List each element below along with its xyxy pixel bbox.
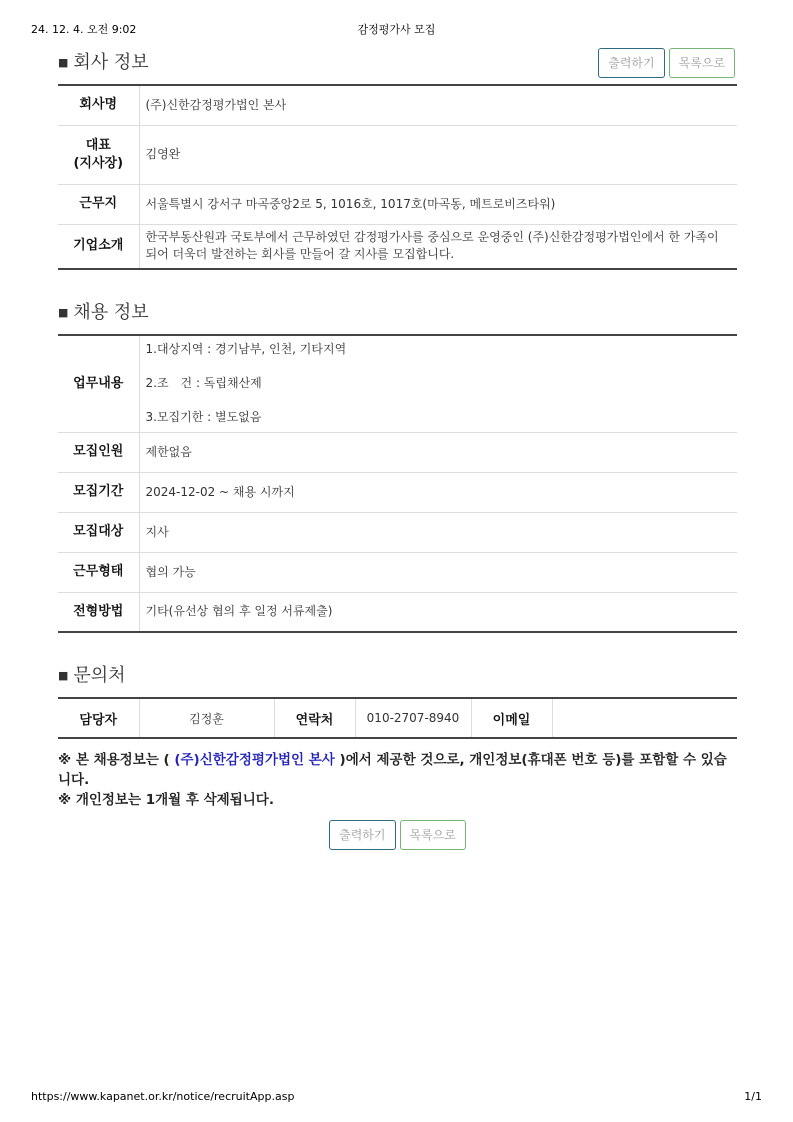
bottom-button-group [58, 820, 737, 850]
phone-value: 010-2707-8940 [355, 698, 471, 738]
print-button[interactable]: 출력하기 [598, 48, 664, 78]
table-row [58, 472, 737, 512]
print-header [31, 21, 762, 35]
selection-method-value: 기타(유선상 협의 후 일정 서류제출) [145, 604, 333, 619]
page-number: 1/1 [744, 1090, 762, 1103]
recruit-section-header [58, 296, 737, 334]
phone-label: 연락처 [274, 698, 355, 738]
privacy-notice [58, 750, 737, 810]
company-section-title: ■ 회사 정보 [58, 52, 149, 73]
manager-label: 담당자 [58, 698, 139, 738]
notice-line-1: ※ 본 채용정보는 ( (주)신한감정평가법인 본사 )에서 제공한 것으로, 개인정보(휴대폰 번호 등)를 포함할 수 있습니다. [58, 752, 727, 788]
page-content [58, 46, 737, 850]
work-type-value: 협의 가능 [139, 552, 737, 592]
list-button[interactable]: 목록으로 [400, 820, 466, 850]
target-value: 지사 [139, 512, 737, 552]
workplace-value: 서울특별시 강서구 마곡중앙2로 5, 1016호, 1017호(마곡동, 메트로비즈타워) [139, 184, 737, 224]
table-row [58, 512, 737, 552]
duty-line: 1.대상지역 : 경기남부, 인천, 기타지역 [145, 342, 347, 357]
table-row [58, 432, 737, 472]
contact-section-title: ■ 문의처 [58, 665, 126, 686]
company-info-table [58, 84, 737, 270]
notice-line-2: ※ 개인정보는 1개월 후 삭제됩니다. [58, 792, 274, 808]
manager-value: 김정훈 [139, 698, 274, 738]
table-row [58, 184, 737, 224]
table-row [58, 125, 737, 184]
print-date: 24. 12. 4. 오전 9:02 [31, 23, 137, 36]
company-name-value: (주)신한감정평가법인 본사 [139, 85, 737, 125]
duty-line: 3.모집기한 : 별도없음 [145, 410, 262, 425]
square-bullet-icon: ■ [58, 56, 69, 69]
print-button[interactable]: 출력하기 [329, 820, 395, 850]
recruit-info-table [58, 334, 737, 633]
notice-company-name: (주)신한감정평가법인 본사 [174, 752, 335, 768]
page-url: https://www.kapanet.or.kr/notice/recruitApp.asp [31, 1090, 295, 1103]
square-bullet-icon: ■ [58, 306, 69, 319]
company-intro-label: 기업소개 [58, 224, 139, 269]
representative-label: 대표 (지사장) [58, 125, 139, 184]
duties-value [139, 335, 737, 432]
duties-label: 업무내용 [58, 335, 139, 432]
top-button-group [598, 48, 735, 78]
duty-line: 2.조 건 : 독립채산제 [145, 376, 262, 391]
representative-value: 김영완 [139, 125, 737, 184]
target-label: 모집대상 [58, 512, 139, 552]
print-doc-title: 감정평가사 모집 [357, 23, 436, 36]
table-row [58, 335, 737, 432]
table-row [58, 85, 737, 125]
list-button[interactable]: 목록으로 [669, 48, 735, 78]
table-row [58, 592, 737, 632]
period-label: 모집기간 [58, 472, 139, 512]
headcount-label: 모집인원 [58, 432, 139, 472]
workplace-label: 근무지 [58, 184, 139, 224]
email-label: 이메일 [471, 698, 552, 738]
company-section-header [58, 46, 737, 84]
email-value [552, 698, 737, 738]
print-footer [31, 1090, 762, 1104]
work-type-label: 근무형태 [58, 552, 139, 592]
table-row [58, 224, 737, 269]
contact-table [58, 697, 737, 739]
table-row [58, 552, 737, 592]
square-bullet-icon: ■ [58, 669, 69, 682]
table-row [58, 698, 737, 738]
selection-method-label: 전형방법 [58, 592, 139, 632]
headcount-value: 제한없음 [139, 432, 737, 472]
period-value: 2024-12-02 ~ 채용 시까지 [139, 472, 737, 512]
contact-section-header [58, 659, 737, 697]
recruit-section-title: ■ 채용 정보 [58, 302, 149, 323]
company-intro-value: 한국부동산원과 국토부에서 근무하였던 감정평가사를 중심으로 운영중인 (주)신한감정평가법인에서 한 가족이 되어 더욱더 발전하는 회사를 만들어 갈 지사를 모집합니다. [145, 230, 719, 262]
company-name-label: 회사명 [58, 85, 139, 125]
